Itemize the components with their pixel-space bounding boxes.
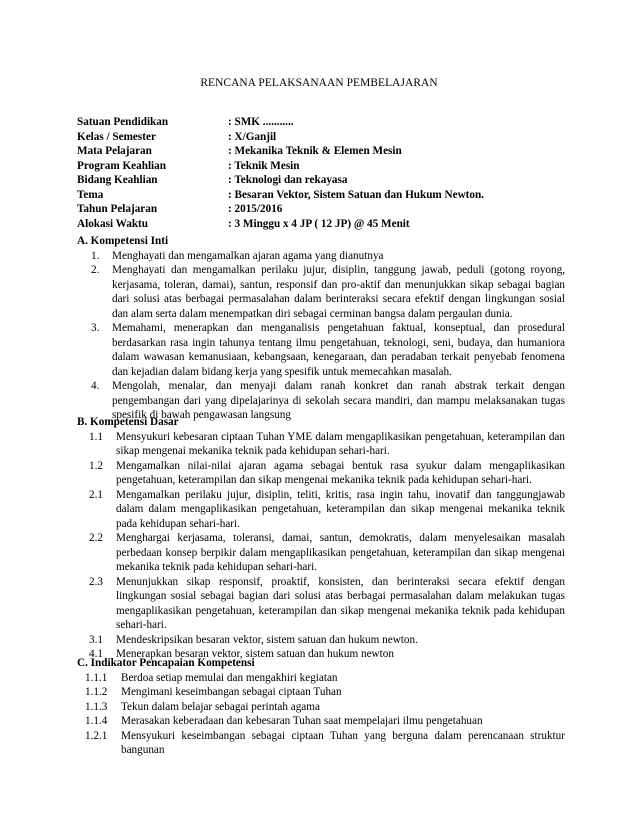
item-text: Memahami, menerapkan dan menganalisis pengetahuan faktual, konseptual, dan prosedural berdasarkan rasa ingin tahunya tentang ilmu pengetahuan, teknologi, seni, budaya, dan humaniora dalam wawasan kemanusiaan, kebangsaan, kenegaraan, dan peradaban terkait penyebab fenomena dan kejadian dalam bidang kerja yang spesifik untuk memecahkan masalah.	[112, 322, 565, 378]
item-text: Menghayati dan mengamalkan perilaku jujur, disiplin, tanggung jawab, peduli (gotong royong, kerjasama, toleran, damai), santun, responsif dan pro-aktif dan menunjukkan sikap sebagai bagian dari solusi atas berbagai permasalahan dalam berinteraksi secara efektif dengan lingkungan sosial dan alam serta dalam menempatkan diri sebagai cerminan bangsa dalam pergaulan dunia.	[112, 264, 565, 320]
item-text: Mendeskripsikan besaran vektor, sistem satuan dan hukum newton.	[116, 633, 418, 646]
item-number: 2.2	[89, 532, 103, 544]
item-number: 1.1	[89, 430, 103, 443]
item-text: Menghargai kerjasama, toleransi, damai, santun, demokratis, dalam menyelesaikan masalah perbedaan konsep berpikir dalam mengaplikasikan pengetahuan, keterampilan dan sikap mengenai mekanika teknik pada kehidupan sehari-hari.	[116, 532, 565, 573]
identity-value: : SMK ...........	[228, 116, 294, 128]
item-text: Mensyukuri kebesaran ciptaan Tuhan YME dalam mengaplikasikan pengetahuan, keterampilan dan sikap mengenai mekanika teknik pada kehidupan sehari-hari.	[116, 430, 565, 457]
item-text: Menerapkan besaran vektor, sistem satuan dan hukum newton	[116, 648, 394, 660]
identity-label: Alokasi Waktu	[77, 217, 148, 230]
item-text: Mengolah, menalar, dan menyaji dalam ranah konkret dan ranah abstrak terkait dengan pengembangan dari yang dipelajarinya di sekolah secara mandiri, dan mampu melaksanakan tugas spesifik di bawah pengawasan langsung	[112, 380, 565, 421]
list-item	[77, 531, 565, 575]
list-item	[77, 488, 565, 532]
item-text: Mensyukuri keseimbangan sebagai ciptaan Tuhan yang berguna dalam perencanaan struktur bangunan	[121, 729, 565, 756]
item-text: Tekun dalam belajar sebagai perintah agama	[121, 700, 320, 713]
item-number: 1.	[91, 249, 100, 262]
list-item	[77, 633, 565, 648]
identity-row-subject	[77, 144, 577, 159]
identity-label: Tahun Pelajaran	[77, 203, 158, 215]
item-number: 3.1	[89, 633, 103, 646]
identity-label: Bidang Keahlian	[77, 174, 158, 186]
identity-value: : X/Ganjil	[228, 130, 277, 143]
item-number: 4.1	[89, 648, 103, 660]
list-item	[77, 575, 565, 633]
item-number: 1.1.4	[85, 715, 108, 727]
item-number: 1.2	[89, 459, 103, 472]
item-number: 4.	[91, 380, 100, 392]
identity-row-year	[77, 202, 577, 217]
item-text: Berdoa setiap memulai dan mengakhiri kegiatan	[121, 671, 338, 684]
section-kompetensi-inti	[77, 234, 565, 423]
identity-value: : Teknik Mesin	[228, 159, 300, 172]
list-item	[77, 714, 565, 729]
identity-value: : Mekanika Teknik & Elemen Mesin	[228, 145, 402, 157]
list-item	[77, 249, 565, 264]
list-item	[77, 729, 565, 758]
identity-value: : Teknologi dan rekayasa	[228, 174, 348, 186]
identity-row-program	[77, 159, 577, 174]
identity-label: Program Keahlian	[77, 159, 166, 172]
identity-row-theme	[77, 188, 577, 203]
identity-label: Kelas / Semester	[77, 130, 156, 143]
item-number: 2.1	[89, 488, 103, 501]
identity-row-class	[77, 130, 577, 145]
item-text: Mengamalkan nilai-nilai ajaran agama sebagai bentuk rasa syukur dalam mengaplikasikan pengetahuan, keterampilan dan sikap mengenai mekanika teknik pada kehidupan sehari-hari.	[116, 459, 565, 486]
identity-table	[77, 115, 577, 231]
item-number: 1.1.1	[85, 671, 108, 684]
list-item	[77, 671, 565, 686]
section-heading: B. Kompetensi Dasar	[77, 416, 179, 428]
identity-row-time	[77, 217, 577, 232]
identity-label: Mata Pelajaran	[77, 145, 152, 157]
item-number: 2.	[91, 264, 100, 276]
identity-label: Tema	[77, 188, 104, 201]
identity-row-school	[77, 115, 577, 130]
section-heading: C. Indikator Pencapaian Kompetensi	[77, 657, 255, 669]
identity-row-field	[77, 173, 577, 188]
item-number: 1.2.1	[85, 729, 108, 742]
item-text: Merasakan keberadaan dan kebesaran Tuhan saat mempelajari ilmu pengetahuan	[121, 715, 483, 727]
identity-label: Satuan Pendidikan	[77, 116, 169, 128]
list-item	[77, 700, 565, 715]
item-number: 1.1.2	[85, 686, 108, 698]
list-item	[77, 430, 565, 459]
identity-value: : 3 Minggu x 4 JP ( 12 JP) @ 45 Menit	[228, 217, 410, 230]
list-item	[77, 685, 565, 700]
item-text: Menghayati dan mengamalkan ajaran agama yang dianutnya	[112, 249, 384, 262]
section-kompetensi-dasar	[77, 415, 565, 662]
item-number: 3.	[91, 322, 100, 334]
section-indikator	[77, 656, 565, 758]
item-number: 2.3	[89, 575, 103, 588]
document-title: RENCANA PELAKSANAAN PEMBELAJARAN	[200, 77, 438, 89]
list-item	[77, 321, 565, 379]
section-heading: A. Kompetensi Inti	[77, 235, 169, 247]
identity-value: : Besaran Vektor, Sistem Satuan dan Hukum Newton.	[228, 188, 485, 201]
item-text: Mengamalkan perilaku jujur, disiplin, teliti, kritis, rasa ingin tahu, inovatif dan tanggungjawab dalam dalam mengaplikasikan pengetahuan, keterampilan dan sikap mengenai mekanika teknik pada kehidupan sehari-hari.	[116, 488, 565, 530]
identity-value: : 2015/2016	[228, 203, 283, 215]
item-text: Menunjukkan sikap responsif, proaktif, konsisten, dan berinteraksi secara efektif dengan lingkungan sosial sebagai bagian dari solusi atas berbagai permasalahan dalam melakukan tugas mengaplikasikan pengetahuan, keterampilan dan sikap mengenai mekanika teknik pada kehidupan sehari-hari.	[116, 575, 565, 631]
item-number: 1.1.3	[85, 700, 108, 713]
list-item	[77, 459, 565, 488]
list-item	[77, 263, 565, 321]
item-text: Mengimani keseimbangan sebagai ciptaan Tuhan	[121, 686, 342, 698]
